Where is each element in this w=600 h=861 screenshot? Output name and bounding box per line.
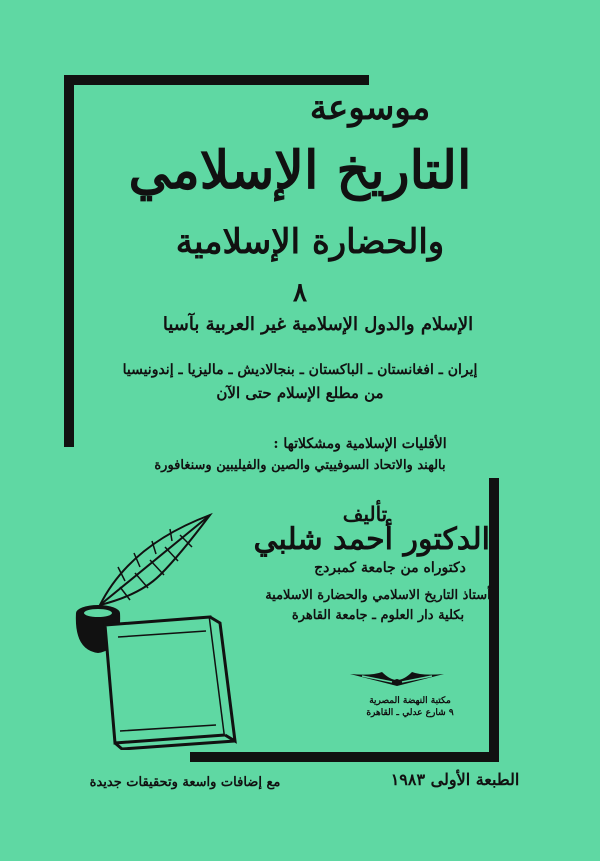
frame-bracket-top [64,75,369,85]
additions-text: مع إضافات واسعة وتحقيقات جديدة [89,775,281,790]
winged-emblem-icon [342,668,452,696]
series-title: موسوعة [309,88,431,128]
frame-bracket-left [64,75,74,447]
countries-list: إيران ـ افغانستان ـ الباكستان ـ بنجالاديش ـ ماليزيا ـ إندونيسيا [122,362,478,378]
publisher-name: مكتبة النهضة المصرية [369,696,451,706]
main-title: التاريخ الإسلامي [128,140,472,201]
author-faculty: بكلية دار العلوم ـ جامعة القاهرة [291,608,465,623]
period-text: من مطلع الإسلام حتى الآن [216,384,384,402]
subtitle: والحضارة الإسلامية [175,222,445,262]
volume-title: الإسلام والدول الإسلامية غير العربية بآسيا [162,314,474,335]
minorities-list: بالهند والاتحاد السوفييتي والصين والفيليبين وسنغافورة [154,458,446,473]
author-position: أستاذ التاريخ الاسلامي والحضارة الاسلامية [265,588,491,603]
quill-inkwell-book-icon [60,505,240,750]
written-by-label: تأليف [342,502,388,526]
author-degree: دكتوراه من جامعة كمبردج [314,560,466,576]
minorities-title: الأقليات الإسلامية ومشكلاتها : [273,436,447,452]
frame-bracket-bottom [190,752,499,762]
edition-text: الطبعة الأولى ١٩٨٣ [390,770,520,789]
publisher-address: ٩ شارع عدلي ـ القاهرة [366,708,454,718]
author-name: الدكتور أحمد شلبي [253,522,490,557]
volume-number: ٨ [293,278,307,308]
